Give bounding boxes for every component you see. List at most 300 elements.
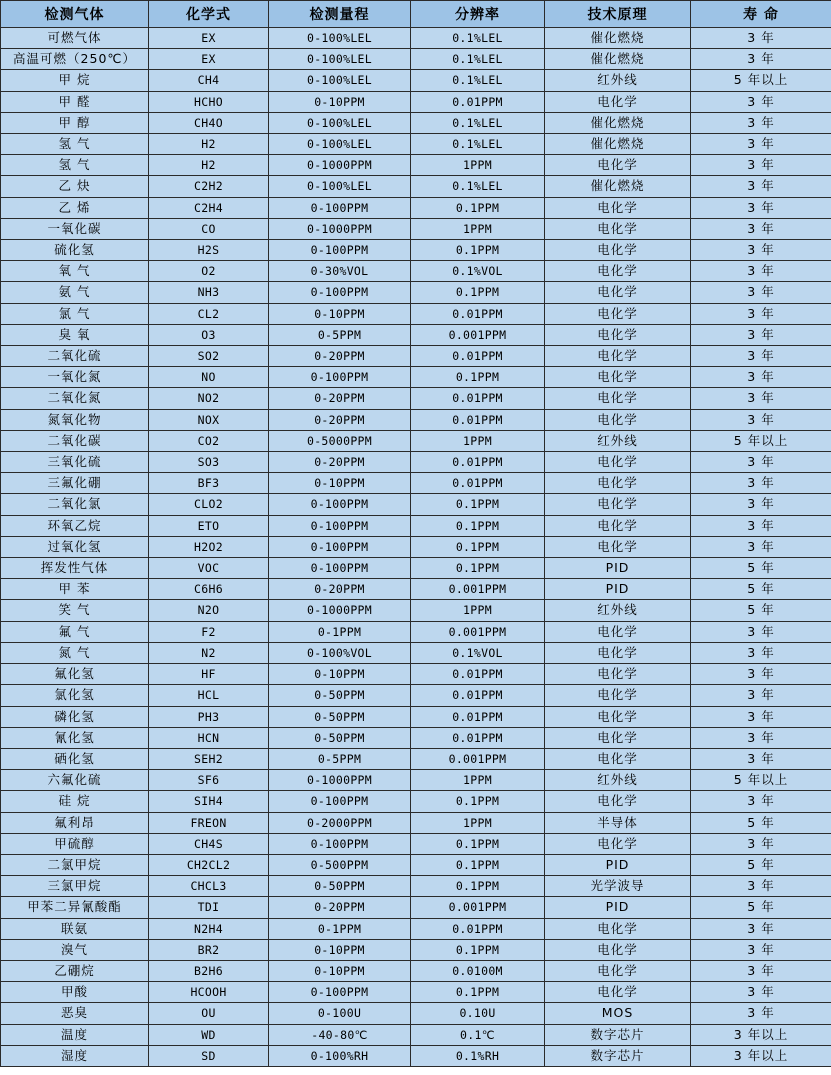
cell-range: 0-5PPM: [269, 748, 411, 769]
cell-principle: 电化学: [545, 346, 691, 367]
table-row: [1, 91, 831, 112]
cell-lifetime: 5 年以上: [691, 70, 831, 91]
cell-principle: 电化学: [545, 494, 691, 515]
table-row: [1, 70, 831, 91]
cell-range: 0-10PPM: [269, 960, 411, 981]
cell-resolution: 0.1PPM: [411, 197, 545, 218]
table-row: [1, 642, 831, 663]
table-row: [1, 134, 831, 155]
cell-gas: 乙硼烷: [1, 960, 149, 981]
cell-formula: CH4: [149, 70, 269, 91]
cell-lifetime: 3 年: [691, 452, 831, 473]
cell-lifetime: 3 年: [691, 939, 831, 960]
cell-gas: 硅 烷: [1, 791, 149, 812]
cell-formula: N2O: [149, 600, 269, 621]
cell-range: 0-100U: [269, 1003, 411, 1024]
cell-resolution: 0.001PPM: [411, 748, 545, 769]
cell-resolution: 0.01PPM: [411, 452, 545, 473]
cell-formula: SF6: [149, 770, 269, 791]
cell-range: 0-50PPM: [269, 876, 411, 897]
cell-gas: 氟 气: [1, 621, 149, 642]
cell-principle: 电化学: [545, 621, 691, 642]
cell-resolution: 0.1%LEL: [411, 28, 545, 49]
cell-principle: MOS: [545, 1003, 691, 1024]
table-row: [1, 324, 831, 345]
cell-range: 0-100PPM: [269, 282, 411, 303]
cell-gas: 氟化氢: [1, 664, 149, 685]
table-row: [1, 833, 831, 854]
cell-resolution: 1PPM: [411, 430, 545, 451]
table-header-row: [1, 1, 831, 28]
cell-principle: 红外线: [545, 600, 691, 621]
cell-resolution: 0.1%VOL: [411, 642, 545, 663]
cell-resolution: 0.1PPM: [411, 854, 545, 875]
cell-range: 0-20PPM: [269, 346, 411, 367]
cell-gas: 温度: [1, 1024, 149, 1045]
cell-formula: HF: [149, 664, 269, 685]
cell-resolution: 0.01PPM: [411, 346, 545, 367]
cell-lifetime: 3 年: [691, 346, 831, 367]
cell-range: 0-20PPM: [269, 579, 411, 600]
cell-gas: 氮 气: [1, 642, 149, 663]
cell-formula: H2O2: [149, 536, 269, 557]
cell-lifetime: 5 年: [691, 558, 831, 579]
cell-range: 0-5PPM: [269, 324, 411, 345]
cell-resolution: 0.01PPM: [411, 473, 545, 494]
table-row: [1, 112, 831, 133]
table-row: [1, 430, 831, 451]
cell-gas: 联氨: [1, 918, 149, 939]
cell-gas: 二氯甲烷: [1, 854, 149, 875]
cell-resolution: 1PPM: [411, 770, 545, 791]
table-row: [1, 685, 831, 706]
cell-resolution: 0.1%LEL: [411, 134, 545, 155]
cell-resolution: 1PPM: [411, 155, 545, 176]
cell-lifetime: 3 年: [691, 91, 831, 112]
cell-formula: NOX: [149, 409, 269, 430]
cell-formula: OU: [149, 1003, 269, 1024]
cell-formula: N2: [149, 642, 269, 663]
table-row: [1, 727, 831, 748]
cell-gas: 氨 气: [1, 282, 149, 303]
cell-formula: F2: [149, 621, 269, 642]
cell-principle: 电化学: [545, 155, 691, 176]
cell-lifetime: 3 年: [691, 515, 831, 536]
cell-principle: 电化学: [545, 982, 691, 1003]
cell-range: 0-50PPM: [269, 685, 411, 706]
cell-principle: 半导体: [545, 812, 691, 833]
cell-gas: 氟利昂: [1, 812, 149, 833]
cell-lifetime: 3 年: [691, 727, 831, 748]
table-row: [1, 876, 831, 897]
cell-range: 0-500PPM: [269, 854, 411, 875]
table-row: [1, 748, 831, 769]
cell-range: 0-10PPM: [269, 664, 411, 685]
cell-gas: 笑 气: [1, 600, 149, 621]
table-row: [1, 515, 831, 536]
cell-formula: C2H4: [149, 197, 269, 218]
cell-principle: PID: [545, 579, 691, 600]
table-row: [1, 218, 831, 239]
cell-lifetime: 5 年以上: [691, 770, 831, 791]
table-row: [1, 197, 831, 218]
cell-lifetime: 3 年: [691, 621, 831, 642]
cell-resolution: 0.1PPM: [411, 536, 545, 557]
cell-principle: 催化燃烧: [545, 176, 691, 197]
cell-lifetime: 5 年: [691, 854, 831, 875]
cell-resolution: 1PPM: [411, 812, 545, 833]
table-row: [1, 28, 831, 49]
cell-resolution: 0.1PPM: [411, 282, 545, 303]
cell-lifetime: 3 年: [691, 218, 831, 239]
cell-principle: 电化学: [545, 240, 691, 261]
table-row: [1, 473, 831, 494]
cell-lifetime: 3 年: [691, 876, 831, 897]
cell-principle: 电化学: [545, 685, 691, 706]
cell-range: 0-100PPM: [269, 536, 411, 557]
cell-range: 0-30%VOL: [269, 261, 411, 282]
cell-lifetime: 5 年: [691, 579, 831, 600]
column-header-formula: 化学式: [149, 1, 269, 28]
cell-principle: 电化学: [545, 452, 691, 473]
cell-formula: CL2: [149, 303, 269, 324]
cell-gas: 二氧化氯: [1, 494, 149, 515]
cell-resolution: 0.1PPM: [411, 791, 545, 812]
cell-resolution: 0.10U: [411, 1003, 545, 1024]
cell-range: -40-80℃: [269, 1024, 411, 1045]
cell-lifetime: 3 年: [691, 748, 831, 769]
cell-lifetime: 3 年: [691, 282, 831, 303]
cell-lifetime: 3 年: [691, 982, 831, 1003]
cell-formula: CH4S: [149, 833, 269, 854]
cell-gas: 臭 氧: [1, 324, 149, 345]
cell-gas: 二氧化碳: [1, 430, 149, 451]
cell-formula: CO2: [149, 430, 269, 451]
cell-formula: H2: [149, 155, 269, 176]
cell-gas: 过氧化氢: [1, 536, 149, 557]
cell-formula: CH2CL2: [149, 854, 269, 875]
cell-resolution: 0.1PPM: [411, 939, 545, 960]
cell-gas: 高温可燃（250℃）: [1, 49, 149, 70]
cell-formula: HCN: [149, 727, 269, 748]
table-row: [1, 918, 831, 939]
cell-gas: 恶臭: [1, 1003, 149, 1024]
cell-resolution: 0.1℃: [411, 1024, 545, 1045]
column-header-resolution: 分辨率: [411, 1, 545, 28]
cell-gas: 三氯甲烷: [1, 876, 149, 897]
cell-resolution: 0.1%LEL: [411, 70, 545, 91]
cell-gas: 乙 烯: [1, 197, 149, 218]
cell-formula: EX: [149, 49, 269, 70]
table-row: [1, 854, 831, 875]
cell-range: 0-100%VOL: [269, 642, 411, 663]
cell-principle: 电化学: [545, 918, 691, 939]
cell-range: 0-20PPM: [269, 452, 411, 473]
cell-formula: ETO: [149, 515, 269, 536]
cell-lifetime: 3 年: [691, 536, 831, 557]
cell-formula: PH3: [149, 706, 269, 727]
table-header: [1, 1, 831, 28]
cell-gas: 湿度: [1, 1045, 149, 1066]
cell-range: 0-100%LEL: [269, 49, 411, 70]
cell-resolution: 0.0100M: [411, 960, 545, 981]
cell-range: 0-100%LEL: [269, 112, 411, 133]
cell-principle: 电化学: [545, 324, 691, 345]
cell-gas: 磷化氢: [1, 706, 149, 727]
cell-principle: 催化燃烧: [545, 112, 691, 133]
cell-gas: 挥发性气体: [1, 558, 149, 579]
cell-resolution: 0.1PPM: [411, 494, 545, 515]
table-row: [1, 536, 831, 557]
cell-resolution: 0.1PPM: [411, 833, 545, 854]
cell-gas: 可燃气体: [1, 28, 149, 49]
column-header-gas: 检测气体: [1, 1, 149, 28]
cell-range: 0-5000PPM: [269, 430, 411, 451]
table-row: [1, 579, 831, 600]
cell-range: 0-100PPM: [269, 494, 411, 515]
cell-resolution: 0.1%RH: [411, 1045, 545, 1066]
cell-formula: FREON: [149, 812, 269, 833]
cell-resolution: 0.1PPM: [411, 240, 545, 261]
cell-principle: 电化学: [545, 727, 691, 748]
cell-principle: 电化学: [545, 367, 691, 388]
cell-range: 0-50PPM: [269, 727, 411, 748]
table-row: [1, 303, 831, 324]
cell-resolution: 0.001PPM: [411, 621, 545, 642]
cell-formula: WD: [149, 1024, 269, 1045]
cell-gas: 甲 醇: [1, 112, 149, 133]
cell-resolution: 0.01PPM: [411, 918, 545, 939]
cell-principle: 电化学: [545, 218, 691, 239]
cell-principle: 红外线: [545, 70, 691, 91]
cell-gas: 环氧乙烷: [1, 515, 149, 536]
cell-gas: 氮氧化物: [1, 409, 149, 430]
cell-gas: 氯 气: [1, 303, 149, 324]
cell-lifetime: 5 年以上: [691, 430, 831, 451]
cell-gas: 一氧化碳: [1, 218, 149, 239]
cell-resolution: 0.1PPM: [411, 982, 545, 1003]
cell-resolution: 1PPM: [411, 600, 545, 621]
cell-lifetime: 3 年: [691, 791, 831, 812]
table-row: [1, 409, 831, 430]
cell-lifetime: 3 年: [691, 388, 831, 409]
cell-range: 0-20PPM: [269, 409, 411, 430]
cell-lifetime: 3 年: [691, 1003, 831, 1024]
cell-formula: NH3: [149, 282, 269, 303]
cell-gas: 甲 烷: [1, 70, 149, 91]
cell-formula: O3: [149, 324, 269, 345]
cell-lifetime: 3 年: [691, 664, 831, 685]
table-row: [1, 558, 831, 579]
cell-principle: 红外线: [545, 770, 691, 791]
table-row: [1, 49, 831, 70]
cell-range: 0-1000PPM: [269, 218, 411, 239]
cell-principle: 催化燃烧: [545, 134, 691, 155]
cell-resolution: 0.01PPM: [411, 727, 545, 748]
cell-resolution: 0.1PPM: [411, 515, 545, 536]
cell-formula: TDI: [149, 897, 269, 918]
cell-range: 0-10PPM: [269, 91, 411, 112]
cell-range: 0-1000PPM: [269, 770, 411, 791]
table-row: [1, 452, 831, 473]
cell-range: 0-100PPM: [269, 515, 411, 536]
cell-formula: VOC: [149, 558, 269, 579]
cell-principle: 电化学: [545, 388, 691, 409]
cell-gas: 氯化氢: [1, 685, 149, 706]
cell-range: 0-1PPM: [269, 918, 411, 939]
cell-formula: EX: [149, 28, 269, 49]
cell-range: 0-1000PPM: [269, 155, 411, 176]
cell-formula: C2H2: [149, 176, 269, 197]
column-header-lifetime: 寿 命: [691, 1, 831, 28]
cell-resolution: 0.01PPM: [411, 388, 545, 409]
cell-lifetime: 3 年: [691, 409, 831, 430]
cell-formula: BF3: [149, 473, 269, 494]
cell-principle: 电化学: [545, 791, 691, 812]
cell-principle: PID: [545, 897, 691, 918]
cell-range: 0-50PPM: [269, 706, 411, 727]
cell-principle: 电化学: [545, 473, 691, 494]
cell-gas: 溴气: [1, 939, 149, 960]
table-row: [1, 706, 831, 727]
cell-range: 0-100PPM: [269, 833, 411, 854]
cell-formula: B2H6: [149, 960, 269, 981]
cell-lifetime: 3 年: [691, 833, 831, 854]
cell-resolution: 1PPM: [411, 218, 545, 239]
cell-resolution: 0.01PPM: [411, 706, 545, 727]
cell-gas: 氧 气: [1, 261, 149, 282]
cell-resolution: 0.1%LEL: [411, 176, 545, 197]
cell-gas: 乙 炔: [1, 176, 149, 197]
cell-formula: HCHO: [149, 91, 269, 112]
cell-gas: 氰化氢: [1, 727, 149, 748]
table-row: [1, 621, 831, 642]
cell-principle: 催化燃烧: [545, 49, 691, 70]
table-row: [1, 982, 831, 1003]
table-row: [1, 282, 831, 303]
cell-principle: 催化燃烧: [545, 28, 691, 49]
cell-formula: SO2: [149, 346, 269, 367]
cell-lifetime: 3 年以上: [691, 1024, 831, 1045]
cell-principle: 电化学: [545, 409, 691, 430]
cell-resolution: 0.1PPM: [411, 876, 545, 897]
cell-formula: NO2: [149, 388, 269, 409]
cell-gas: 氢 气: [1, 155, 149, 176]
cell-range: 0-1000PPM: [269, 600, 411, 621]
cell-gas: 甲酸: [1, 982, 149, 1003]
cell-resolution: 0.01PPM: [411, 664, 545, 685]
cell-resolution: 0.01PPM: [411, 303, 545, 324]
cell-lifetime: 5 年: [691, 897, 831, 918]
cell-formula: SD: [149, 1045, 269, 1066]
cell-range: 0-100%LEL: [269, 176, 411, 197]
cell-principle: 电化学: [545, 261, 691, 282]
cell-lifetime: 3 年: [691, 706, 831, 727]
cell-range: 0-10PPM: [269, 303, 411, 324]
cell-resolution: 0.1%VOL: [411, 261, 545, 282]
table-row: [1, 812, 831, 833]
cell-formula: C6H6: [149, 579, 269, 600]
cell-range: 0-100PPM: [269, 197, 411, 218]
table-row: [1, 600, 831, 621]
cell-lifetime: 3 年: [691, 494, 831, 515]
cell-principle: 电化学: [545, 748, 691, 769]
table-body: [1, 28, 831, 1067]
cell-formula: SO3: [149, 452, 269, 473]
cell-principle: 电化学: [545, 664, 691, 685]
table-row: [1, 960, 831, 981]
cell-range: 0-100PPM: [269, 558, 411, 579]
cell-formula: H2: [149, 134, 269, 155]
cell-lifetime: 3 年: [691, 176, 831, 197]
table-row: [1, 897, 831, 918]
cell-formula: CO: [149, 218, 269, 239]
cell-formula: HCOOH: [149, 982, 269, 1003]
cell-lifetime: 3 年: [691, 155, 831, 176]
table-row: [1, 155, 831, 176]
cell-resolution: 0.1PPM: [411, 558, 545, 579]
table-row: [1, 791, 831, 812]
cell-lifetime: 3 年: [691, 324, 831, 345]
cell-gas: 甲硫醇: [1, 833, 149, 854]
cell-principle: 电化学: [545, 960, 691, 981]
cell-formula: O2: [149, 261, 269, 282]
cell-gas: 甲 苯: [1, 579, 149, 600]
cell-principle: 电化学: [545, 939, 691, 960]
cell-gas: 三氧化硫: [1, 452, 149, 473]
cell-principle: 电化学: [545, 91, 691, 112]
table-row: [1, 494, 831, 515]
cell-formula: NO: [149, 367, 269, 388]
cell-resolution: 0.01PPM: [411, 409, 545, 430]
cell-principle: 数字芯片: [545, 1045, 691, 1066]
cell-lifetime: 3 年以上: [691, 1045, 831, 1066]
cell-range: 0-20PPM: [269, 897, 411, 918]
cell-range: 0-100PPM: [269, 367, 411, 388]
cell-lifetime: 3 年: [691, 240, 831, 261]
cell-range: 0-20PPM: [269, 388, 411, 409]
cell-principle: 电化学: [545, 515, 691, 536]
table-row: [1, 1024, 831, 1045]
table-row: [1, 176, 831, 197]
cell-principle: 电化学: [545, 197, 691, 218]
cell-principle: 电化学: [545, 642, 691, 663]
cell-lifetime: 3 年: [691, 134, 831, 155]
cell-principle: PID: [545, 558, 691, 579]
table-row: [1, 261, 831, 282]
cell-gas: 二氧化硫: [1, 346, 149, 367]
cell-principle: 数字芯片: [545, 1024, 691, 1045]
cell-lifetime: 3 年: [691, 685, 831, 706]
cell-gas: 硫化氢: [1, 240, 149, 261]
cell-formula: CH4O: [149, 112, 269, 133]
cell-range: 0-10PPM: [269, 473, 411, 494]
cell-formula: SIH4: [149, 791, 269, 812]
cell-formula: BR2: [149, 939, 269, 960]
cell-range: 0-100PPM: [269, 240, 411, 261]
cell-resolution: 0.1%LEL: [411, 112, 545, 133]
cell-resolution: 0.1%LEL: [411, 49, 545, 70]
table-row: [1, 1045, 831, 1066]
cell-resolution: 0.01PPM: [411, 91, 545, 112]
table-row: [1, 240, 831, 261]
cell-resolution: 0.01PPM: [411, 685, 545, 706]
cell-resolution: 0.1PPM: [411, 367, 545, 388]
cell-formula: SEH2: [149, 748, 269, 769]
cell-lifetime: 3 年: [691, 303, 831, 324]
cell-lifetime: 5 年: [691, 812, 831, 833]
cell-gas: 硒化氢: [1, 748, 149, 769]
